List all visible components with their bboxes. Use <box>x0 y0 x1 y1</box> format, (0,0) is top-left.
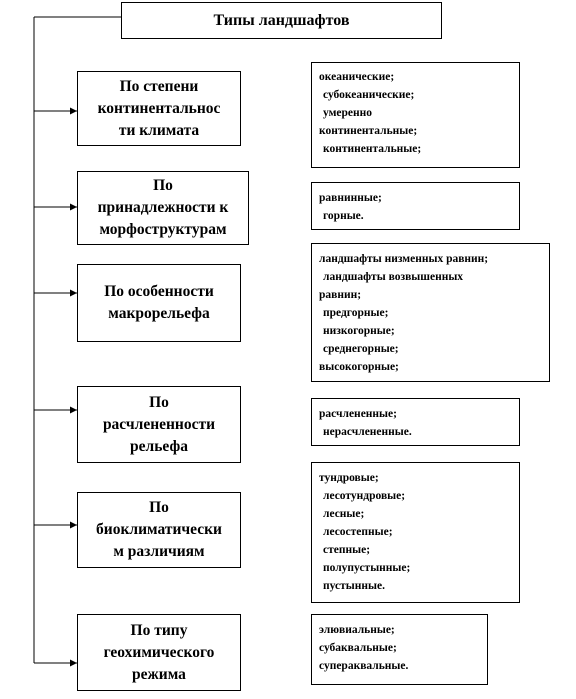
category-box-bioclimatic <box>77 492 241 568</box>
list-item: горные. <box>323 210 364 222</box>
list-item: нерасчлененные. <box>323 426 412 438</box>
items-box-macrorelief <box>311 243 550 382</box>
list-item: ландшафты низменных равнин; <box>319 253 489 265</box>
category-label-line: По типу <box>130 621 188 639</box>
list-item: высокогорные; <box>319 361 399 373</box>
list-item: континентальные; <box>323 143 422 155</box>
list-item: субаквальные; <box>319 642 397 654</box>
list-item: низкогорные; <box>323 325 395 337</box>
category-label-line: режима <box>132 665 186 683</box>
category-box-morphostructure <box>77 171 249 245</box>
list-item: океанические; <box>319 71 395 83</box>
category-label-line: геохимического <box>103 643 215 661</box>
category-label-line: континентальнос <box>97 99 221 117</box>
category-label-line: По <box>149 393 169 411</box>
category-box-relief-dissection <box>77 386 241 463</box>
category-label-line: По <box>153 177 173 194</box>
list-item: ландшафты возвышенных <box>323 271 464 283</box>
category-label-line: По <box>149 499 169 516</box>
diagram-title <box>121 2 442 39</box>
list-item: лесные; <box>323 508 365 520</box>
items-box-geochemical <box>311 614 488 685</box>
category-label-line: расчлененности <box>102 415 216 433</box>
category-box-macrorelief <box>77 264 241 342</box>
items-box-climate-continentality <box>311 62 520 168</box>
items-box-bioclimatic <box>311 462 520 603</box>
list-item: пустынные. <box>323 580 385 592</box>
list-item: равнин; <box>319 289 362 301</box>
list-item: супераквальные. <box>319 660 409 672</box>
category-label-line: морфоструктурам <box>99 221 227 238</box>
list-item: предгорные; <box>323 307 389 319</box>
list-item: субокеанические; <box>323 89 415 101</box>
list-item: степные; <box>323 544 371 556</box>
category-label-line: принадлежности к <box>97 199 229 216</box>
list-item: полупустынные; <box>323 562 411 574</box>
category-box-geochemical <box>77 614 241 691</box>
list-item: умеренно <box>323 107 373 119</box>
items-box-morphostructure <box>311 182 520 230</box>
list-item: лесостепные; <box>323 526 393 538</box>
list-item: расчлененные; <box>319 408 397 420</box>
list-item: равнинные; <box>319 192 382 204</box>
category-label-line: По особенности <box>104 283 214 300</box>
category-box-climate-continentality <box>77 71 241 146</box>
list-item: лесотундровые; <box>323 490 406 502</box>
category-label-line: макрорельефа <box>108 305 210 322</box>
list-item: континентальные; <box>319 125 418 137</box>
list-item: элювиальные; <box>319 624 395 636</box>
items-box-relief-dissection <box>311 398 520 446</box>
category-label-line: ти климата <box>118 121 200 139</box>
category-label-line: биоклиматически <box>96 521 222 538</box>
category-label-line: По степени <box>119 77 199 95</box>
diagram-title-text: Типы ландшафтов <box>213 11 350 29</box>
category-label-line: рельефа <box>130 437 188 455</box>
list-item: тундровые; <box>319 472 379 484</box>
list-item: среднегорные; <box>323 343 399 355</box>
category-label-line: м различиям <box>113 543 205 560</box>
